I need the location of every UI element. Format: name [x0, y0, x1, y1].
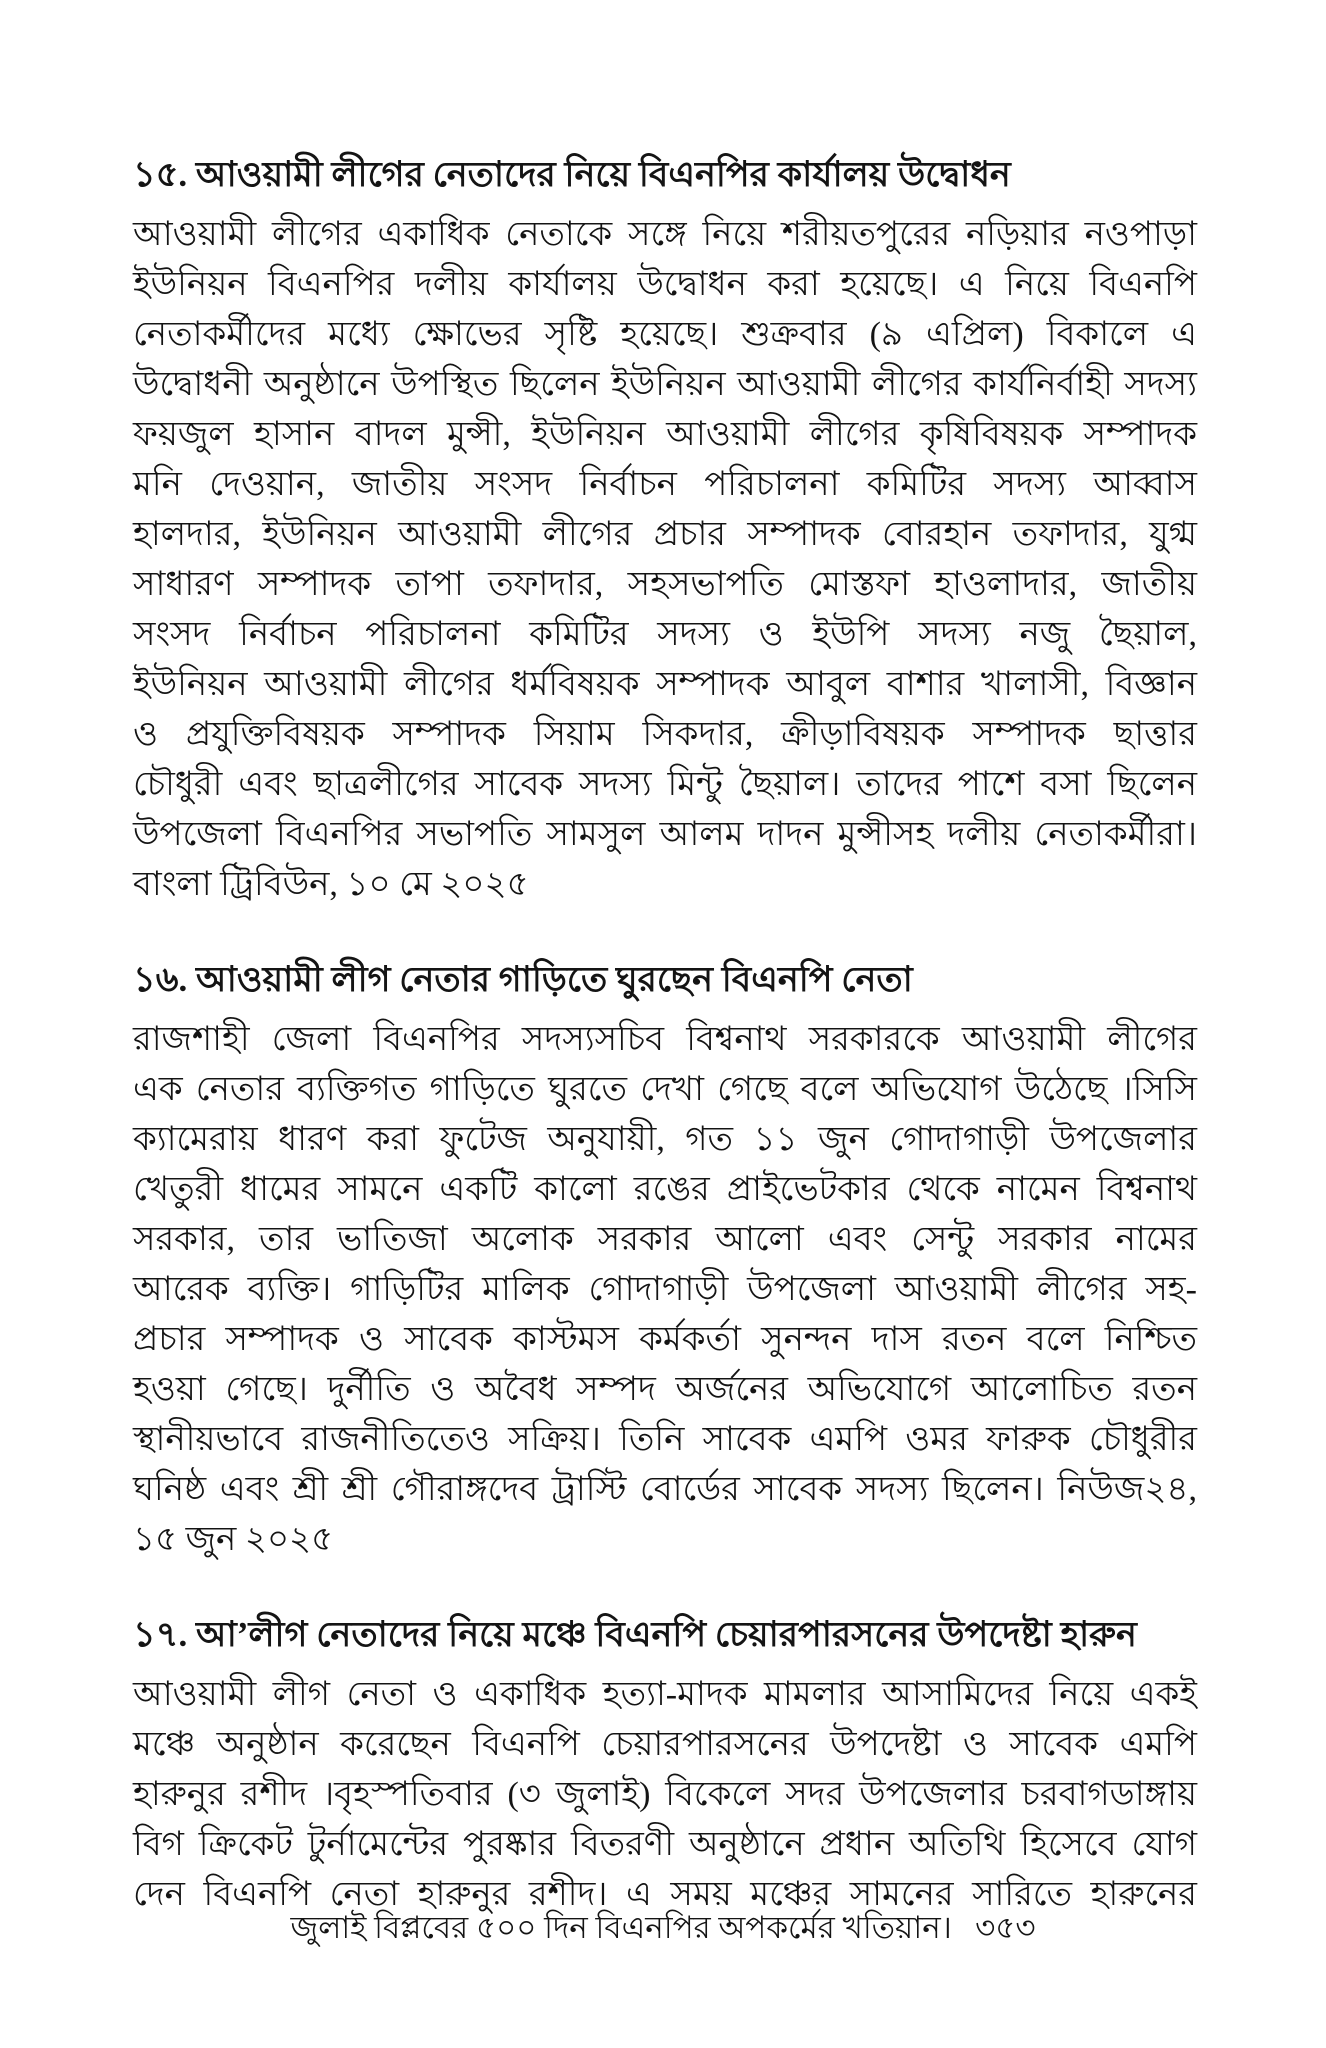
section-15 [133, 150, 1197, 910]
text-line: রাজশাহী জেলা বিএনপির সদস্যসচিব বিশ্বনাথ সরকারকে আওয়ামী লীগের [133, 1021, 1197, 1058]
section-17 [133, 1610, 1197, 1920]
text-line: ঘনিষ্ঠ এবং শ্রী শ্রী গৌরাঙ্গদেব ট্রাস্টি বোর্ডের সাবেক সদস্য ছিলেন। নিউজ২৪, [133, 1471, 1197, 1508]
text-line: ফয়জুল হাসান বাদল মুন্সী, ইউনিয়ন আওয়ামী লীগের কৃষিবিষয়ক সম্পাদক [133, 416, 1197, 453]
text-line: হালদার, ইউনিয়ন আওয়ামী লীগের প্রচার সম্পাদক বোরহান তফাদার, যুগ্ম [133, 516, 1197, 553]
text-line: ইউনিয়ন বিএনপির দলীয় কার্যালয় উদ্বোধন করা হয়েছে। এ নিয়ে বিএনপি [133, 266, 1197, 303]
text-line: সাধারণ সম্পাদক তাপা তফাদার, সহসভাপতি মোস্তফা হাওলাদার, জাতীয় [133, 566, 1197, 603]
text-line: মঞ্চে অনুষ্ঠান করেছেন বিএনপি চেয়ারপারসনের উপদেষ্টা ও সাবেক এমপি [133, 1726, 1197, 1763]
section-17-heading: ১৭. আ’লীগ নেতাদের নিয়ে মঞ্চে বিএনপি চেয়ারপারসনের উপদেষ্টা হারুন [133, 1615, 1137, 1654]
text-line: নেতাকর্মীদের মধ্যে ক্ষোভের সৃষ্টি হয়েছে। শুক্রবার (৯ এপ্রিল) বিকালে এ [133, 316, 1197, 353]
text-line: উদ্বোধনী অনুষ্ঠানে উপস্থিত ছিলেন ইউনিয়ন আওয়ামী লীগের কার্যনির্বাহী সদস্য [133, 366, 1197, 403]
page-number: ৩৫৩ [975, 1910, 1036, 1945]
text-line: আওয়ামী লীগের একাধিক নেতাকে সঙ্গে নিয়ে শরীয়তপুরের নড়িয়ার নওপাড়া [133, 216, 1197, 253]
text-line: ১৫ জুন ২০২৫ [133, 1521, 334, 1558]
text-line: সংসদ নির্বাচন পরিচালনা কমিটির সদস্য ও ইউপি সদস্য নজু ছৈয়াল, [133, 616, 1197, 653]
section-15-paragraph [133, 210, 1197, 910]
text-line: ও প্রযুক্তিবিষয়ক সম্পাদক সিয়াম সিকদার, ক্রীড়াবিষয়ক সম্পাদক ছাত্তার [133, 716, 1197, 753]
text-line: এক নেতার ব্যক্তিগত গাড়িতে ঘুরতে দেখা গেছে বলে অভিযোগ উঠেছে ।সিসি [133, 1071, 1197, 1108]
page-content [133, 150, 1197, 1965]
section-17-paragraph [133, 1670, 1197, 1920]
page-footer [0, 1906, 1326, 1950]
section-16 [133, 955, 1197, 1565]
text-line: স্থানীয়ভাবে রাজনীতিতেও সক্রিয়। তিনি সাবেক এমপি ওমর ফারুক চৌধুরীর [133, 1421, 1197, 1458]
section-16-paragraph [133, 1015, 1197, 1565]
text-line: আরেক ব্যক্তি। গাড়িটির মালিক গোদাগাড়ী উপজেলা আওয়ামী লীগের সহ- [133, 1271, 1197, 1308]
text-line: বাংলা ট্রিবিউন, ১০ মে ২০২৫ [133, 866, 529, 903]
text-line: দেন বিএনপি নেতা হারুনুর রশীদ। এ সময় মঞ্চের সামনের সারিতে হারুনের [133, 1876, 1197, 1913]
text-line: মনি দেওয়ান, জাতীয় সংসদ নির্বাচন পরিচালনা কমিটির সদস্য আব্বাস [133, 466, 1197, 503]
text-line: সরকার, তার ভাতিজা অলোক সরকার আলো এবং সেন্টু সরকার নামের [133, 1221, 1197, 1258]
text-line: হওয়া গেছে। দুর্নীতি ও অবৈধ সম্পদ অর্জনের অভিযোগে আলোচিত রতন [133, 1371, 1197, 1408]
text-line: উপজেলা বিএনপির সভাপতি সামসুল আলম দাদন মুন্সীসহ দলীয় নেতাকর্মীরা। [133, 816, 1197, 853]
text-line: চৌধুরী এবং ছাত্রলীগের সাবেক সদস্য মিন্টু ছৈয়াল। তাদের পাশে বসা ছিলেন [133, 766, 1197, 803]
section-16-heading: ১৬. আওয়ামী লীগ নেতার গাড়িতে ঘুরছেন বিএনপি নেতা [133, 960, 913, 999]
section-15-heading: ১৫. আওয়ামী লীগের নেতাদের নিয়ে বিএনপির কার্যালয় উদ্বোধন [133, 155, 1011, 194]
text-line: ইউনিয়ন আওয়ামী লীগের ধর্মবিষয়ক সম্পাদক আবুল বাশার খালাসী, বিজ্ঞান [133, 666, 1197, 703]
text-line: প্রচার সম্পাদক ও সাবেক কাস্টমস কর্মকর্তা সুনন্দন দাস রতন বলে নিশ্চিত [133, 1321, 1197, 1358]
text-line: বিগ ক্রিকেট টুর্নামেন্টের পুরষ্কার বিতরণী অনুষ্ঠানে প্রধান অতিথি হিসেবে যোগ [133, 1826, 1197, 1863]
text-line: আওয়ামী লীগ নেতা ও একাধিক হত্যা-মাদক মামলার আসামিদের নিয়ে একই [133, 1676, 1197, 1713]
footer-text: জুলাই বিপ্লবের ৫০০ দিন বিএনপির অপকর্মের খতিয়ান। [290, 1910, 952, 1945]
text-line: হারুনুর রশীদ ।বৃহস্পতিবার (৩ জুলাই) বিকেলে সদর উপজেলার চরবাগডাঙ্গায় [133, 1776, 1197, 1813]
text-line: খেতুরী ধামের সামনে একটি কালো রঙের প্রাইভেটকার থেকে নামেন বিশ্বনাথ [133, 1171, 1197, 1208]
text-line: ক্যামেরায় ধারণ করা ফুটেজ অনুযায়ী, গত ১১ জুন গোদাগাড়ী উপজেলার [133, 1121, 1197, 1158]
